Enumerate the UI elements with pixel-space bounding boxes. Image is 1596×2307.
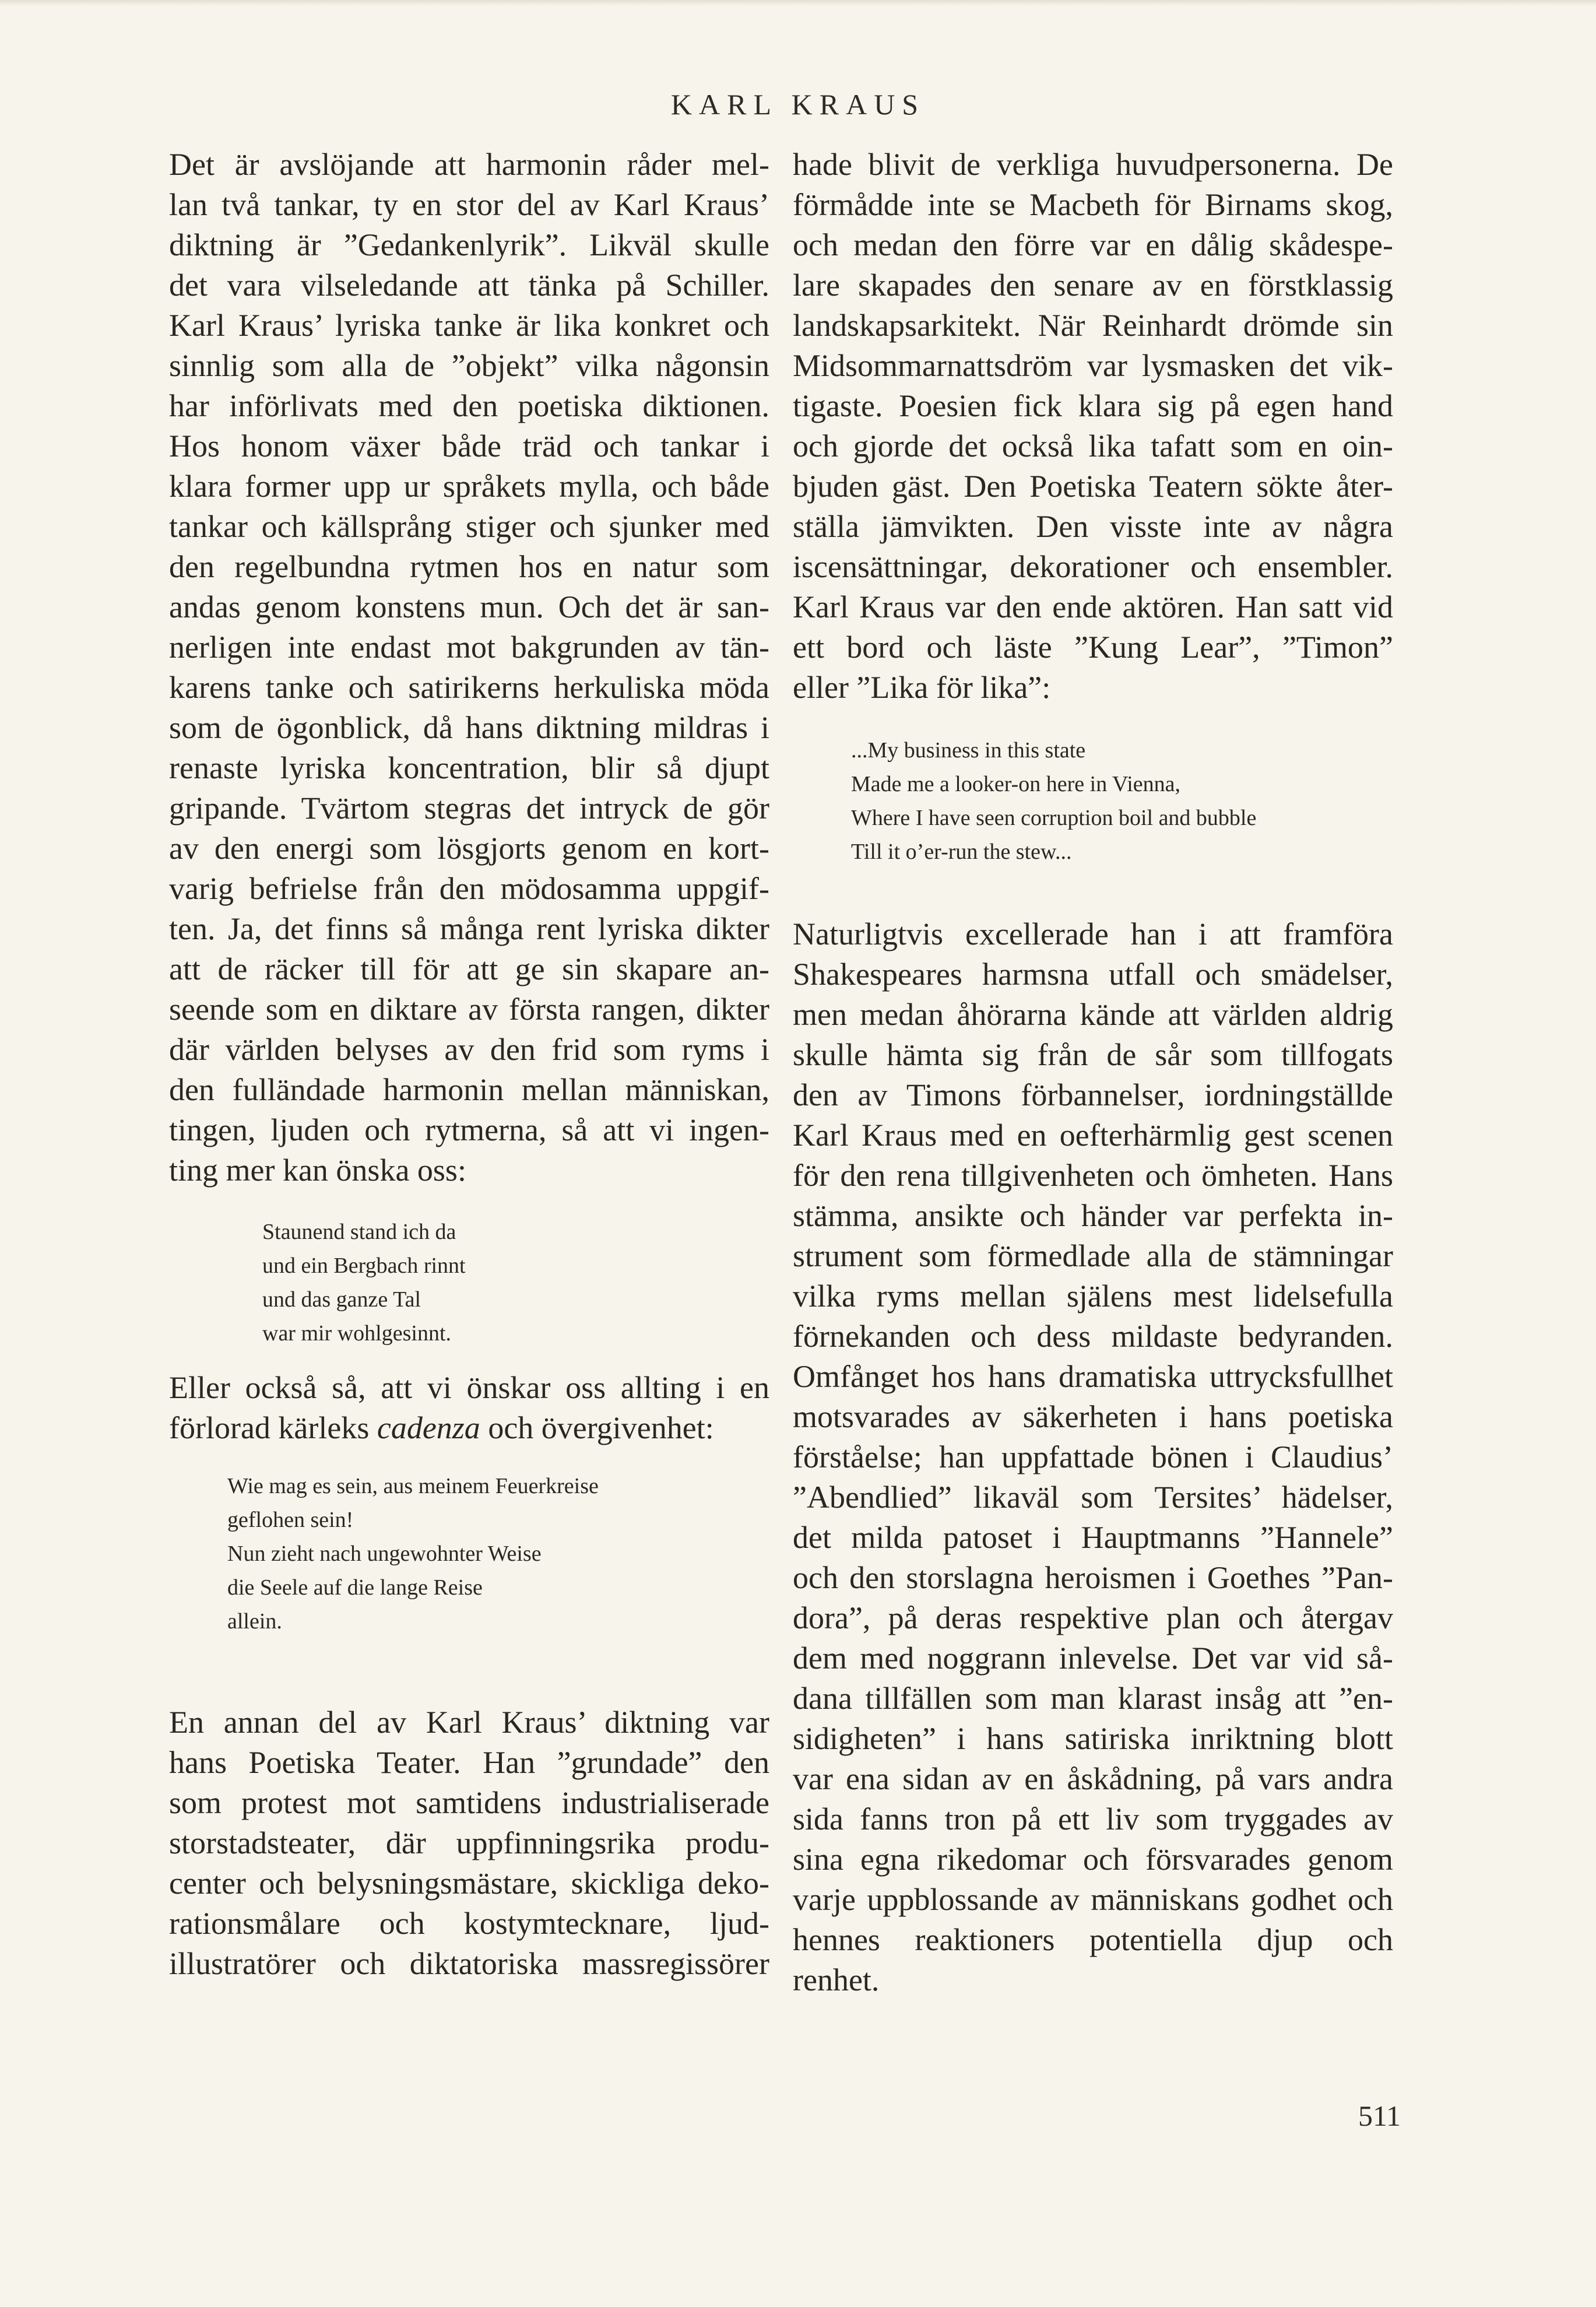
text-line: och den storslagna heroismen i Goethes ”Pan- [793, 1560, 1393, 1595]
text-line: center och belysningsmästare, skickliga deko- [169, 1866, 769, 1901]
text-line: gripande. Tvärtom stegras det intryck de gör [169, 791, 769, 826]
text-line: av den energi som lösgjorts genom en kort- [169, 831, 769, 866]
text-line: renaste lyriska koncentration, blir så djupt [169, 750, 769, 785]
text-line: tigaste. Poesien fick klara sig på egen hand [793, 388, 1393, 423]
text-line: förståelse; han uppfattade bönen i Claudius’ [793, 1439, 1393, 1474]
paragraph [169, 1368, 769, 1448]
left-column [169, 145, 769, 1984]
text-line: nerligen inte endast mot bakgrunden av tän- [169, 630, 769, 665]
text-line [169, 1408, 769, 1448]
text-line: andas genom konstens mun. Och det är san- [169, 589, 769, 624]
verse-line: Where I have seen corruption boil and bubble [851, 806, 1257, 830]
text-line: seende som en diktare av första rangen, dikter [169, 992, 769, 1027]
text-line: vilka ryms mellan själens mest lidelsefulla [793, 1279, 1393, 1314]
verse-line: Made me a looker-on here in Vienna, [851, 772, 1180, 796]
text-line: motsvarades av säkerheten i hans poetiska [793, 1399, 1393, 1434]
text-line: Karl Kraus var den ende aktören. Han satt vid [793, 589, 1393, 624]
text-line: den av Timons förbannelser, iordningställde [793, 1077, 1393, 1112]
page-top-edge [0, 0, 1596, 6]
text-line: Midsommarnattsdröm var lysmasken det vik- [793, 348, 1393, 383]
text-line: och gjorde det också lika tafatt som en oin- [793, 429, 1393, 463]
text-line: för den rena tillgivenheten och ömheten. Hans [793, 1158, 1393, 1193]
text-line: sida fanns tron på ett liv som tryggades av [793, 1802, 1393, 1837]
text-line: hans Poetiska Teater. Han ”grundade” den [169, 1745, 769, 1780]
text-line: En annan del av Karl Kraus’ diktning var [169, 1705, 769, 1740]
paragraph [169, 145, 769, 1191]
text-line: skulle hämta sig från de sår som tillfogats [793, 1037, 1393, 1072]
verse-line: ...My business in this state [851, 738, 1086, 763]
text-line: landskapsarkitekt. När Reinhardt drömde sin [793, 308, 1393, 343]
text-line: ställa jämvikten. Den visste inte av några [793, 509, 1393, 544]
text-line: eller ”Lika för lika”: [793, 670, 1051, 705]
text-line: klara former upp ur språkets mylla, och både [169, 469, 769, 504]
text-line: förnekanden och dess mildaste bedyranden. [793, 1319, 1393, 1354]
text-line: där världen belyses av den frid som ryms i [169, 1032, 769, 1067]
verse-quote [262, 1215, 769, 1350]
text-line: varig befrielse från den mödosamma uppgif- [169, 871, 769, 906]
text-line: sinnlig som alla de ”objekt” vilka någonsin [169, 348, 769, 383]
text-line: dem med noggrann inlevelse. Det var vid så- [793, 1641, 1393, 1676]
text-line: Karl Kraus med en oefterhärmlig gest scenen [793, 1118, 1393, 1153]
text-line: Shakespeares harmsna utfall och smädelser, [793, 957, 1393, 992]
text-line: ett bord och läste ”Kung Lear”, ”Timon” [793, 630, 1393, 665]
text-line: varje uppblossande av människans godhet och [793, 1882, 1393, 1917]
text-line: sidigheten” i hans satiriska inriktning blott [793, 1721, 1393, 1756]
text-line: tingen, ljuden och rytmerna, så att vi ingen- [169, 1112, 769, 1147]
text-line: det milda patoset i Hauptmanns ”Hannele” [793, 1520, 1393, 1555]
text-line: Eller också så, att vi önskar oss allting i en [169, 1370, 769, 1405]
text-line: ”Abendlied” likaväl som Tersites’ hädelser, [793, 1480, 1393, 1515]
text-line: tankar och källsprång stiger och sjunker med [169, 509, 769, 544]
italic-word: cadenza [377, 1410, 480, 1445]
text-line: dana tillfällen som man klarast insåg att ”en- [793, 1681, 1393, 1716]
text-line: den regelbundna rytmen hos en natur som [169, 549, 769, 584]
text-line: att de räcker till för att ge sin skapare an- [169, 951, 769, 986]
text-line: och medan den förre var en dålig skådespe- [793, 227, 1393, 262]
text-line: illustratörer och diktatoriska massregissörer [169, 1946, 769, 1981]
verse-line: allein. [227, 1609, 282, 1634]
verse-line: und ein Bergbach rinnt [262, 1253, 466, 1278]
text-fragment: förlorad kärleks [169, 1410, 377, 1445]
text-line: ting mer kan önska oss: [169, 1153, 466, 1188]
text-line: hennes reaktioners potentiella djup och [793, 1922, 1393, 1957]
running-head: KARL KRAUS [670, 88, 926, 121]
text-line: Hos honom växer både träd och tankar i [169, 429, 769, 463]
paragraph [793, 145, 1393, 708]
text-line: var ena sidan av en åskådning, på vars andra [793, 1761, 1393, 1796]
text-line: lare skapades den senare av en förstklassig [793, 268, 1393, 303]
text-line: förmådde inte se Macbeth för Birnams skog, [793, 187, 1393, 222]
verse-quote [851, 733, 1393, 869]
text-line: men medan åhörarna kände att världen aldrig [793, 997, 1393, 1032]
verse-line: geflohen sein! [227, 1508, 354, 1532]
text-line: Det är avslöjande att harmonin råder mel- [169, 147, 769, 182]
text-line: sina egna rikedomar och försvarades genom [793, 1842, 1393, 1877]
verse-line: und das ganze Tal [262, 1287, 421, 1312]
text-line: lan två tankar, ty en stor del av Karl Kraus’ [169, 187, 769, 222]
page-number: 511 [1358, 2099, 1401, 2132]
verse-line: war mir wohlgesinnt. [262, 1321, 452, 1346]
text-line: som de ögonblick, då hans diktning mildras i [169, 710, 769, 745]
verse-line: Till it o’er-run the stew... [851, 840, 1072, 864]
text-line: diktning är ”Gedankenlyrik”. Likväl skulle [169, 227, 769, 262]
text-line: den fulländade harmonin mellan människan, [169, 1072, 769, 1107]
verse-line: Wie mag es sein, aus meinem Feuerkreise [227, 1474, 599, 1498]
text-line: hade blivit de verkliga huvudpersonerna. De [793, 147, 1393, 182]
text-fragment: och övergivenhet: [480, 1410, 714, 1445]
text-line: renhet. [793, 1962, 880, 1997]
text-line: Naturligtvis excellerade han i att framföra [793, 917, 1393, 951]
text-line: storstadsteater, där uppfinningsrika produ- [169, 1825, 769, 1860]
text-line: som protest mot samtidens industrialiserade [169, 1785, 769, 1820]
verse-line: die Seele auf die lange Reise [227, 1575, 483, 1600]
text-line: stämma, ansikte och händer var perfekta in- [793, 1198, 1393, 1233]
verse-line: Nun zieht nach ungewohnter Weise [227, 1541, 542, 1566]
text-line: Omfånget hos hans dramatiska uttrycksfullhet [793, 1359, 1393, 1394]
paragraph [793, 914, 1393, 2000]
paragraph [169, 1702, 769, 1984]
text-line: karens tanke och satirikerns herkuliska möda [169, 670, 769, 705]
text-line: bjuden gäst. Den Poetiska Teatern sökte åter- [793, 469, 1393, 504]
text-line: strument som förmedlade alla de stämningar [793, 1238, 1393, 1273]
text-line: ten. Ja, det finns så många rent lyriska dikter [169, 911, 769, 946]
text-line: rationsmålare och kostymtecknare, ljud- [169, 1906, 769, 1941]
right-column [793, 145, 1393, 2000]
text-line: dora”, på deras respektive plan och återgav [793, 1600, 1393, 1635]
verse-line: Staunend stand ich da [262, 1220, 456, 1244]
verse-quote [227, 1469, 769, 1638]
text-line: har införlivats med den poetiska diktionen. [169, 388, 769, 423]
text-line: det vara vilseledande att tänka på Schiller. [169, 268, 769, 303]
text-line: iscensättningar, dekorationer och ensembler. [793, 549, 1393, 584]
text-line: Karl Kraus’ lyriska tanke är lika konkret och [169, 308, 769, 343]
